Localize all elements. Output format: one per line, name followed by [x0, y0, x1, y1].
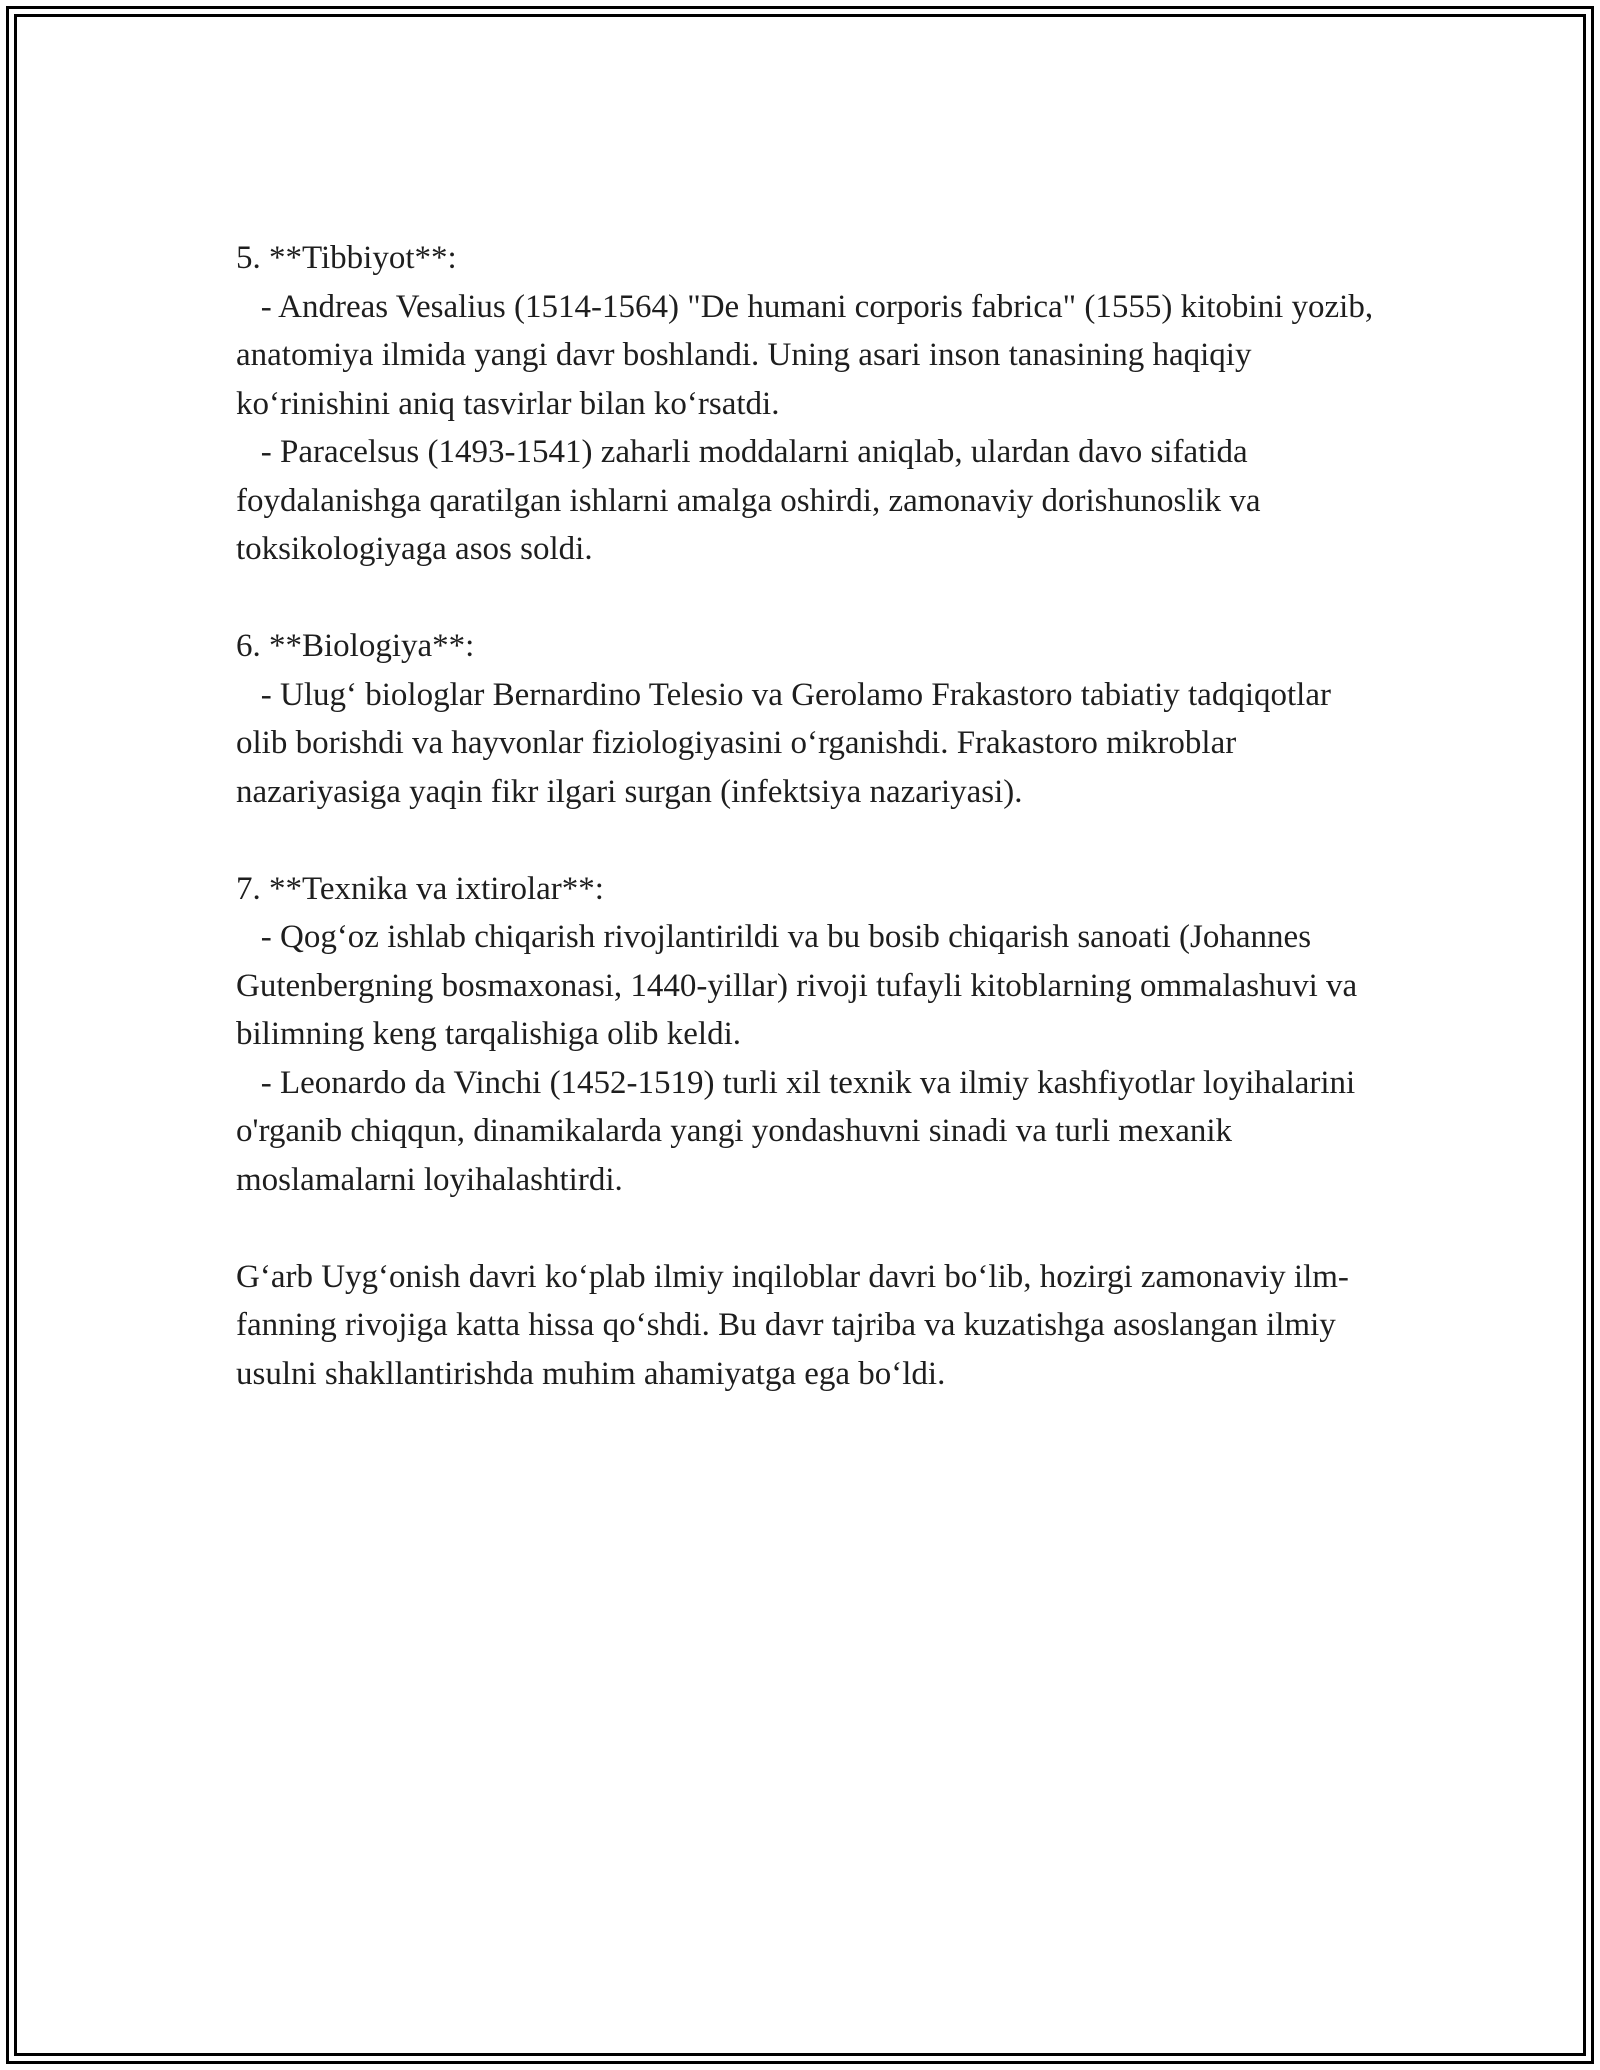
paragraph-gap: [236, 1204, 1386, 1253]
section-tibbiyot: [236, 234, 1386, 574]
section-item: - Andreas Vesalius (1514-1564) "De humani corporis fabrica" (1555) kitobini yozib, anatomiya ilmida yangi davr boshlandi. Uning asari inson tanasining haqiqiy ko‘rinishini aniq tasvirlar bilan ko‘rsatdi.: [236, 288, 1382, 422]
paragraph-gap: [236, 816, 1386, 865]
paragraph-gap: [236, 574, 1386, 623]
document-body: [236, 234, 1386, 1398]
section-heading: 5. **Tibbiyot**:: [236, 240, 457, 276]
section-item: - Paracelsus (1493-1541) zaharli moddalarni aniqlab, ulardan davo sifatida foydalanishga qaratilgan ishlarni amalga oshirdi, zamonaviy dorishunoslik va toksikologiyaga asos soldi.: [236, 434, 1269, 567]
section-texnika: [236, 865, 1386, 1205]
section-biologiya: [236, 622, 1386, 816]
section-item: - Leonardo da Vinchi (1452-1519) turli xil texnik va ilmiy kashfiyotlar loyihalarini o'rganib chiqqun, dinamikalarda yangi yondashuvni sinadi va turli mexanik moslamalarni loyihalashtirdi.: [236, 1064, 1364, 1198]
section-item: - Ulug‘ biologlar Bernardino Telesio va Gerolamo Frakastoro tabiatiy tadqiqotlar olib borishdi va hayvonlar fiziologiyasini o‘rganishdi. Frakastoro mikroblar nazariyasiga yaqin fikr ilgari surgan (infektsiya nazariyasi).: [236, 676, 1340, 810]
section-item: - Qog‘oz ishlab chiqarish rivojlantirildi va bu bosib chiqarish sanoati (Johannes Gutenbergning bosmaxonasi, 1440-yillar) rivoji tufayli kitoblarning ommalashuvi va bilimning keng tarqalishiga olib keldi.: [236, 919, 1366, 1052]
section-heading: 7. **Texnika va ixtirolar**:: [236, 870, 604, 907]
section-heading: 6. **Biologiya**:: [236, 628, 475, 664]
conclusion-paragraph: G‘arb Uyg‘onish davri ko‘plab ilmiy inqiloblar davri bo‘lib, hozirgi zamonaviy ilm-fanning rivojiga katta hissa qo‘shdi. Bu davr tajriba va kuzatishga asoslangan ilmiy usulni shakllantirishda muhim ahamiyatga ega bo‘ldi.: [236, 1258, 1349, 1392]
